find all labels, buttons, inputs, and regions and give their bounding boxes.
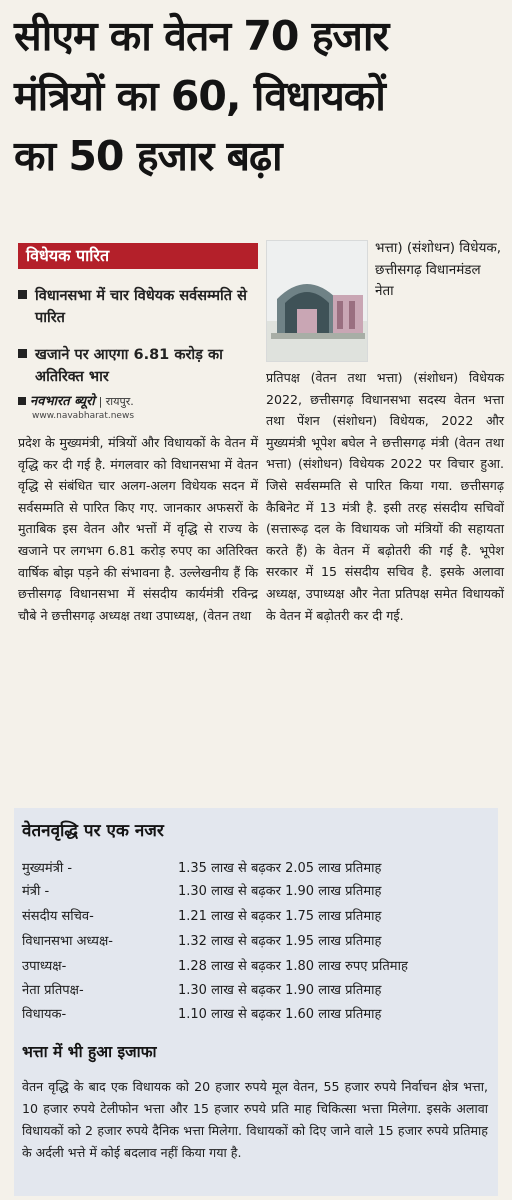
topic-label: विधेयक पारित bbox=[18, 243, 258, 269]
building-icon bbox=[267, 241, 368, 362]
bullet-point bbox=[18, 344, 258, 388]
bullet-text: विधानसभा में चार विधेयक सर्वसम्मति से पारित bbox=[35, 288, 247, 326]
salary-amount: 1.30 लाख से बढ़कर 1.90 लाख प्रतिमाह bbox=[178, 884, 382, 899]
vidhan-sabha-photo bbox=[266, 240, 368, 362]
salary-row bbox=[22, 906, 492, 928]
salary-row bbox=[22, 881, 492, 903]
salary-amount: 1.28 लाख से बढ़कर 1.80 लाख रुपए प्रतिमाह bbox=[178, 959, 408, 974]
allowance-paragraph: वेतन वृद्धि के बाद एक विधायक को 20 हजार रुपये मूल वेतन, 55 हजार रुपये निर्वाचन क्षेत्र भत्ता, 10 हजार रुपये टेलीफोन भत्ता और 15 हजार रुपये प्रति माह चिकित्सा भत्ता मिलेगा. इसके अलावा विधायकों को 2 हजार रुपये दैनिक भत्ता मिलेगा. विधायकों को दिए जाने वाले 15 हजार रुपये प्रतिमाह के अर्दली भत्ते में कोई बदलाव नहीं किया गया है. bbox=[22, 1079, 488, 1160]
article-body-right: प्रतिपक्ष (वेतन तथा भत्ता) (संशोधन) विधेयक 2022, छत्तीसगढ़ विधानसभा सदस्य वेतन भत्ता तथा पेंशन (संशोधन) विधेयक, 2022 और मुख्यमंत्री भूपेश बघेल ने छत्तीसगढ़ मंत्री (वेतन तथा भत्ता) (संशोधन) विधेयक 2022 पर विचार हुआ. जिसे सर्वसम्मति से पारित किया गया. छत्तीसगढ़ कैबिनेट में 13 मंत्री है. इसी तरह संसदीय सचिवों (सत्तारूढ़ दल के विधायक जो मंत्रियों की सहायता करते हैं) के वेतन में बढ़ोतरी की गई है. भूपेश सरकार में 15 संसदीय सचिव है. इसके अलावा अध्यक्ष, उपाध्यक्ष और नेता प्रतिपक्ष समेत विधायकों के वेतन में बढ़ोतरी कर दी गई. bbox=[266, 370, 504, 623]
article-body-right-top: भत्ता) (संशोधन) विधेयक, छत्तीसगढ़ विधानमंडल नेता bbox=[375, 240, 502, 300]
salary-amount: 1.10 लाख से बढ़कर 1.60 लाख प्रतिमाह bbox=[178, 1007, 382, 1022]
headline-line: का 50 हजार बढ़ा bbox=[14, 132, 282, 180]
byline bbox=[18, 390, 258, 412]
salary-panel-title: वेतनवृद्धि पर एक नजर bbox=[22, 821, 164, 841]
bullet-text: खजाने पर आएगा 6.81 करोड़ का अतिरिक्त भार bbox=[35, 347, 223, 385]
salary-post: मुख्यमंत्री - bbox=[22, 861, 73, 876]
salary-row bbox=[22, 1004, 492, 1026]
square-bullet-icon bbox=[18, 290, 27, 299]
allowance-subtitle: भत्ता में भी हुआ इजाफा bbox=[22, 1043, 157, 1061]
square-bullet-icon bbox=[18, 349, 27, 358]
salary-amount: 1.32 लाख से बढ़कर 1.95 लाख प्रतिमाह bbox=[178, 934, 382, 949]
salary-post: मंत्री - bbox=[22, 884, 50, 899]
article-body-left: प्रदेश के मुख्यमंत्री, मंत्रियों और विधायकों के वेतन में वृद्धि कर दी गई है. मंगलवार को विधानसभा में वेतन वृद्धि से संबंधित चार अलग-अलग विधेयक सदन में सर्वसम्मति से पारित किए गए. जानकार अफसरों के मुताबिक इस वेतन और भत्तों में वृद्धि से राज्य के खजाने पर लगभग 6.81 करोड़ रुपए का अतिरिक्त वार्षिक बोझ पड़ने की संभावना है. उल्लेखनीय हैं कि छत्तीसगढ़ विधानसभा में संसदीय कार्यमंत्री रविन्द्र चौबे ने छत्तीसगढ़ अध्यक्ष तथा उपाध्यक्ष, (वेतन तथा bbox=[18, 435, 258, 623]
website-url: www.navabharat.news bbox=[32, 411, 135, 421]
salary-row bbox=[22, 980, 492, 1002]
byline-brand: नवभारत ब्यूरो bbox=[30, 394, 95, 409]
salary-row bbox=[22, 858, 492, 880]
salary-amount: 1.21 लाख से बढ़कर 1.75 लाख प्रतिमाह bbox=[178, 909, 382, 924]
salary-post: उपाध्यक्ष- bbox=[22, 959, 67, 974]
square-bullet-icon bbox=[18, 397, 26, 405]
salary-amount: 1.30 लाख से बढ़कर 1.90 लाख प्रतिमाह bbox=[178, 983, 382, 998]
bullet-point bbox=[18, 285, 258, 329]
salary-row bbox=[22, 956, 492, 978]
salary-amount: 1.35 लाख से बढ़कर 2.05 लाख प्रतिमाह bbox=[178, 861, 382, 876]
byline-city: | रायपुर. bbox=[98, 395, 134, 408]
salary-post: नेता प्रतिपक्ष- bbox=[22, 983, 84, 998]
salary-post: विधानसभा अध्यक्ष- bbox=[22, 934, 113, 949]
salary-row bbox=[22, 931, 492, 953]
headline-line: सीएम का वेतन 70 हजार bbox=[14, 12, 389, 60]
headline-line: मंत्रियों का 60, विधायकों bbox=[14, 72, 385, 120]
headline bbox=[14, 6, 502, 186]
salary-post: संसदीय सचिव- bbox=[22, 909, 94, 924]
salary-post: विधायक- bbox=[22, 1007, 67, 1022]
